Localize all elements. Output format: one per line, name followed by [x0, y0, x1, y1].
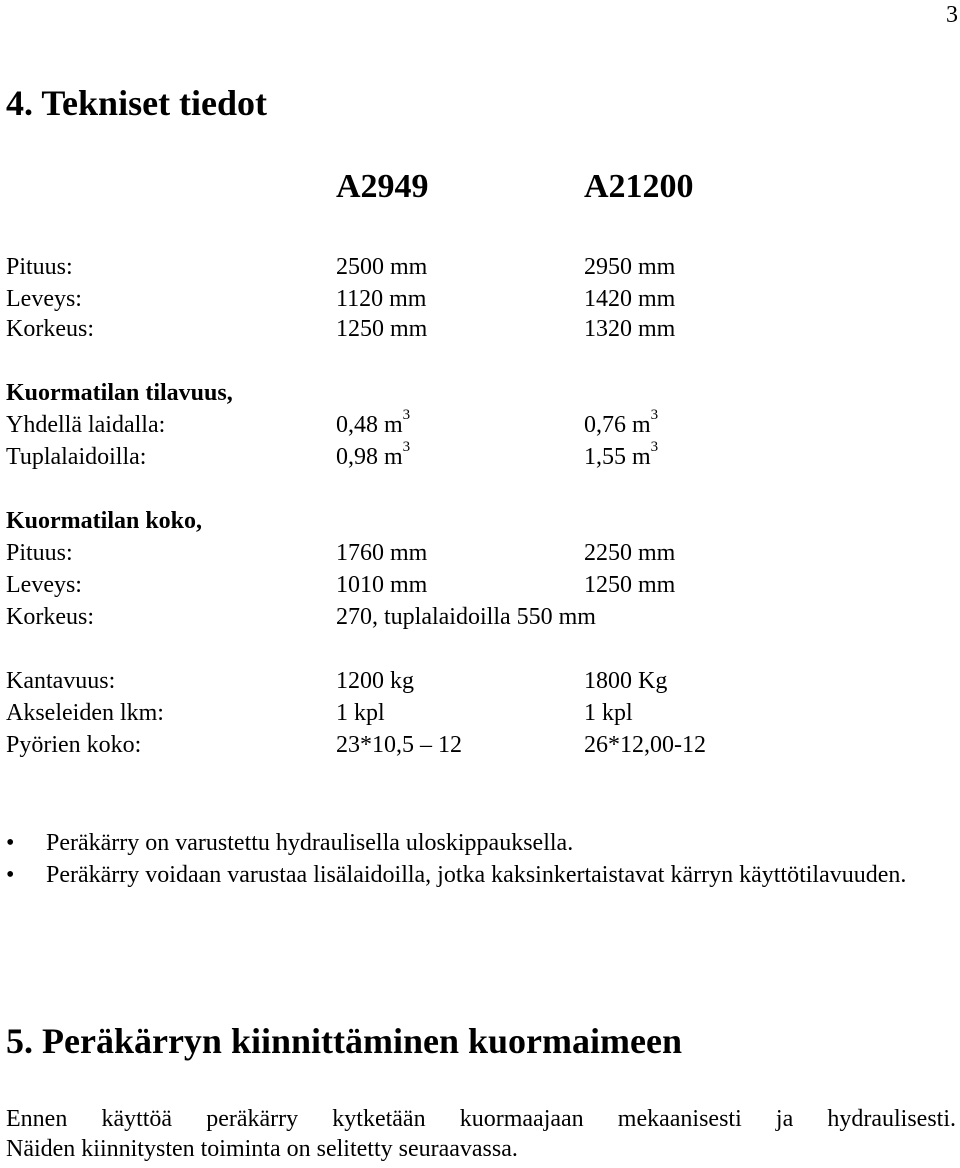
spec-label: Tuplalaidoilla: [6, 444, 147, 470]
spec-value-a2949: 1 kpl [336, 700, 385, 726]
spec-value-a21200: 1250 mm [584, 572, 676, 598]
feature-bullet-list [6, 828, 956, 890]
spec-row-capacity [6, 668, 956, 698]
spec-row-volume-single [6, 407, 956, 442]
spec-label: Pituus: [6, 254, 73, 280]
spec-value-a2949: 0,98 $m^3$ [336, 439, 411, 470]
spec-value-a21200: 2950 mm [584, 254, 676, 280]
spec-value-a21200: 1,55 $m^3$ [584, 439, 659, 470]
model-header-a2949: A2949 [336, 168, 429, 205]
spec-row-width [6, 286, 956, 316]
spec-label: Pyörien koko: [6, 732, 142, 758]
spec-label: Yhdellä laidalla: [6, 412, 166, 438]
spec-value-a2949: 2500 mm [336, 254, 428, 280]
spec-value-a21200: 1420 mm [584, 286, 676, 312]
spec-value-a21200: 1 kpl [584, 700, 633, 726]
spec-value-a2949: 0,48 $m^3$ [336, 407, 411, 438]
page-number: 3 [946, 2, 958, 28]
spec-value-both: 270, tuplalaidoilla 550 mm [336, 604, 596, 630]
paragraph-line: Näiden kiinnitysten toiminta on selitetty seuraavassa. [6, 1136, 518, 1162]
section-5-heading: 5. Peräkärryn kiinnittäminen kuormaimeen [6, 1021, 682, 1061]
list-item [6, 860, 956, 890]
bullet-text: Peräkärry voidaan varustaa lisälaidoilla, jotka kaksinkertaistavat kärryn käyttötilavuuden. [46, 862, 907, 888]
spec-label: Pituus: [6, 540, 73, 566]
spec-value-a2949: 1010 mm [336, 572, 428, 598]
spec-value-a21200: 0,76 $m^3$ [584, 407, 659, 438]
spec-row-volume-double [6, 439, 956, 474]
bullet-icon: • [6, 862, 15, 888]
spec-row-height [6, 316, 956, 346]
spec-value-a2949: 23*10,5 – 12 [336, 732, 462, 758]
spec-value-a2949: 1120 mm [336, 286, 427, 312]
spec-value-a21200: 2250 mm [584, 540, 676, 566]
spec-row-cargo-width [6, 572, 956, 602]
spec-value-a21200: 1320 mm [584, 316, 676, 342]
spec-label: Kantavuus: [6, 668, 116, 694]
spec-value-a2949: 1200 kg [336, 668, 414, 694]
volume-heading-row [6, 380, 956, 410]
section-4-heading: 4. Tekniset tiedot [6, 83, 268, 123]
spec-row-axles [6, 700, 956, 730]
spec-row-wheels [6, 732, 956, 762]
spec-value-a21200: 26*12,00-12 [584, 732, 706, 758]
volume-heading: Kuormatilan tilavuus, [6, 380, 233, 406]
spec-row-cargo-length [6, 540, 956, 570]
spec-value-a2949: 1250 mm [336, 316, 428, 342]
spec-value-a21200: 1800 Kg [584, 668, 668, 694]
section-5-paragraph [6, 1104, 956, 1164]
cargo-size-heading-row [6, 508, 956, 538]
bullet-icon: • [6, 830, 15, 856]
spec-row-cargo-height [6, 604, 956, 634]
cargo-size-heading: Kuormatilan koko, [6, 508, 203, 534]
spec-label: Leveys: [6, 286, 82, 312]
spec-row-length [6, 254, 956, 284]
paragraph-line: Ennen käyttöä peräkärry kytketään kuormaajaan mekaanisesti ja hydraulisesti. [6, 1106, 956, 1132]
spec-label: Korkeus: [6, 316, 94, 342]
list-item [6, 828, 956, 858]
spec-label: Leveys: [6, 572, 82, 598]
bullet-text: Peräkärry on varustettu hydraulisella uloskippauksella. [46, 830, 574, 856]
model-header-a21200: A21200 [584, 168, 694, 205]
spec-label: Akseleiden lkm: [6, 700, 164, 726]
spec-label: Korkeus: [6, 604, 94, 630]
spec-value-a2949: 1760 mm [336, 540, 428, 566]
